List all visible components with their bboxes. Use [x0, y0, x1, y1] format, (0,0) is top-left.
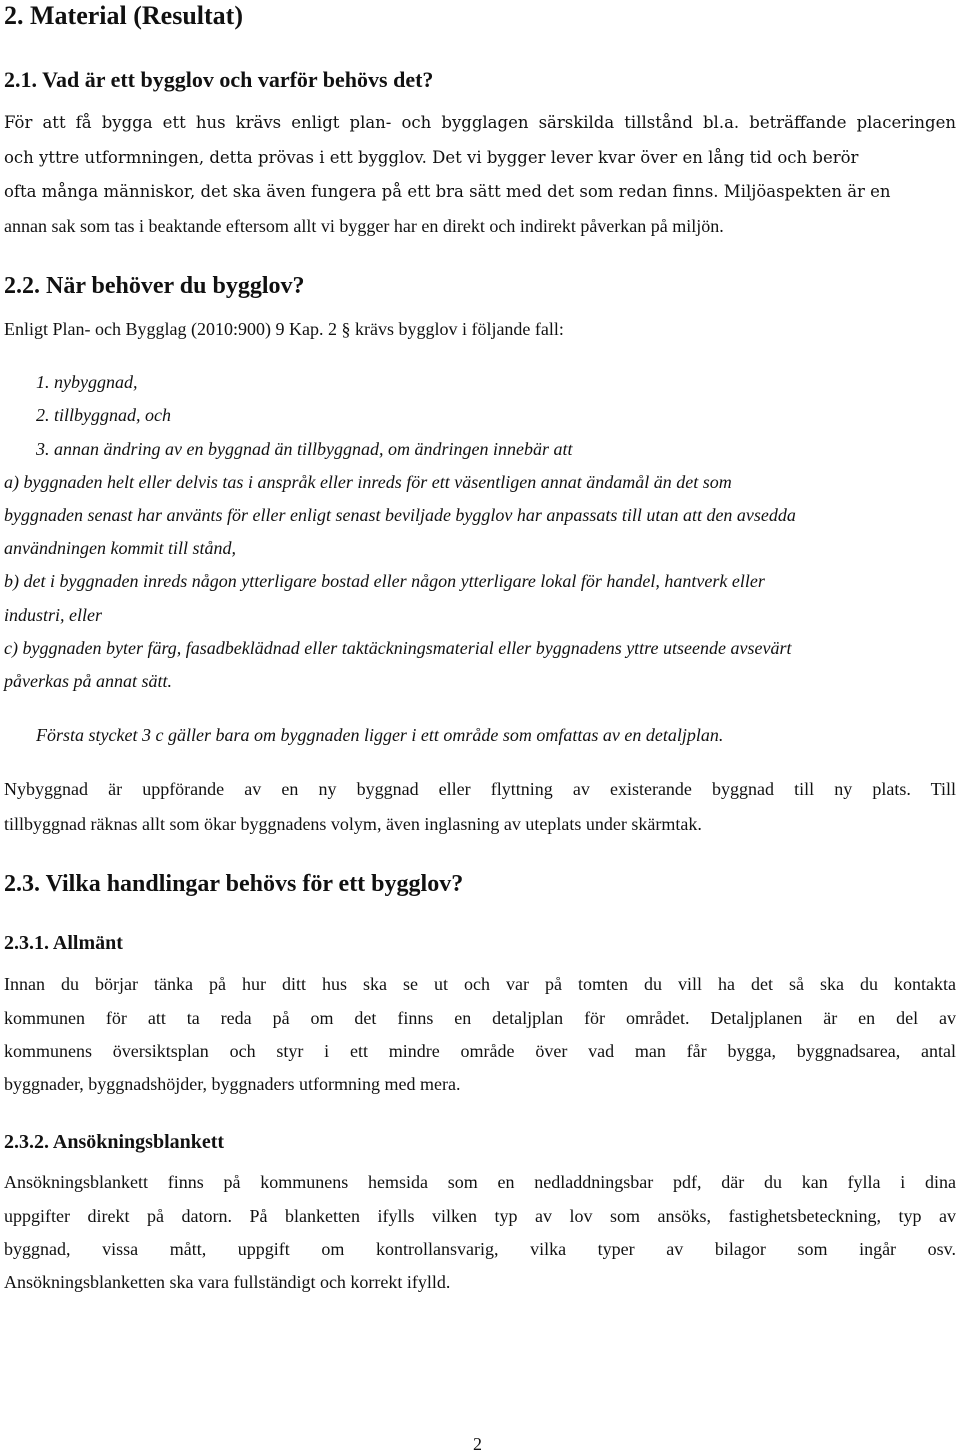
sub-item-line: påverkas på annat sätt.	[4, 671, 172, 691]
sub-item-line: c) byggnaden byter färg, fasadbeklädnad eller taktäckningsmaterial eller byggnadens yttre utseende avsevärt	[4, 638, 792, 658]
page-number: 2	[473, 1434, 482, 1454]
sub-item-line: industri, eller	[4, 605, 102, 625]
paragraph-line: och yttre utformningen, detta prövas i ett bygglov. Det vi bygger lever kvar över en lång tid och berör	[4, 148, 859, 167]
paragraph-line: uppgifter direkt på datorn. På blanketten ifylls vilken typ av lov som ansöks, fastighetsbeteckning, typ av	[4, 1206, 956, 1226]
law-note: Första stycket 3 c gäller bara om byggnaden ligger i ett område som omfattas av en detaljplan.	[36, 725, 724, 745]
paragraph-line: annan sak som tas i beaktande eftersom allt vi bygger har en direkt och indirekt påverkan på miljön.	[4, 216, 724, 236]
paragraph-line: Innan du börjar tänka på hur ditt hus ska se ut och var på tomten du vill ha det så ska du kontakta	[4, 974, 956, 994]
definition-line: tillbyggnad räknas allt som ökar byggnadens volym, även inglasning av uteplats under skärmtak.	[4, 814, 702, 834]
list-item: 3. annan ändring av en byggnad än tillbyggnad, om ändringen innebär att	[36, 439, 573, 459]
sub-item-line: b) det i byggnaden inreds någon ytterligare bostad eller någon ytterligare lokal för handel, hantverk eller	[4, 571, 765, 591]
paragraph-line: byggnad, vissa mått, uppgift om kontrollansvarig, vilka typer av bilagor som ingår osv.	[4, 1239, 956, 1259]
paragraph-line: Ansökningsblankett finns på kommunens hemsida som en nedladdningsbar pdf, där du kan fylla i dina	[4, 1172, 956, 1192]
subsection-heading-2-3-2: 2.3.2. Ansökningsblankett	[4, 1131, 225, 1153]
paragraph-line: kommunen för att ta reda på om det finns en detaljplan för området. Detaljplanen är en del av	[4, 1008, 956, 1028]
section-heading-2-2: 2.2. När behöver du bygglov?	[4, 273, 305, 299]
sub-item-line: användningen kommit till stånd,	[4, 538, 236, 558]
paragraph-line: byggnader, byggnadshöjder, byggnaders utformning med mera.	[4, 1074, 461, 1094]
section-heading-2-1: 2.1. Vad är ett bygglov och varför behövs det?	[4, 67, 434, 92]
sub-item-line: byggnaden senast har använts för eller enligt senast beviljade bygglov har anpassats till utan att den avsedda	[4, 505, 796, 525]
sub-item-line: a) byggnaden helt eller delvis tas i anspråk eller inreds för ett väsentligen annat ändamål än det som	[4, 472, 732, 492]
list-item: 2. tillbyggnad, och	[36, 405, 171, 425]
law-intro: Enligt Plan- och Bygglag (2010:900) 9 Kap. 2 § krävs bygglov i följande fall:	[4, 319, 564, 339]
paragraph-line: Ansökningsblanketten ska vara fullständigt och korrekt ifylld.	[4, 1272, 451, 1292]
subsection-heading-2-3-1: 2.3.1. Allmänt	[4, 932, 123, 954]
definition-line: Nybyggnad är uppförande av en ny byggnad eller flyttning av existerande byggnad till ny plats. Till	[4, 779, 956, 799]
list-item: 1. nybyggnad,	[36, 372, 138, 392]
section-heading-2-3: 2.3. Vilka handlingar behövs för ett bygglov?	[4, 871, 464, 897]
paragraph-line: kommunens översiktsplan och styr i ett mindre område över vad man får bygga, byggnadsarea, antal	[4, 1041, 956, 1061]
main-heading: 2. Material (Resultat)	[4, 1, 243, 30]
paragraph-line: För att få bygga ett hus krävs enligt plan- och bygglagen särskilda tillstånd bl.a. beträffande placeringen	[4, 113, 956, 132]
paragraph-line: ofta många människor, det ska även fungera på ett bra sätt med det som redan finns. Miljöaspekten är en	[4, 182, 891, 201]
